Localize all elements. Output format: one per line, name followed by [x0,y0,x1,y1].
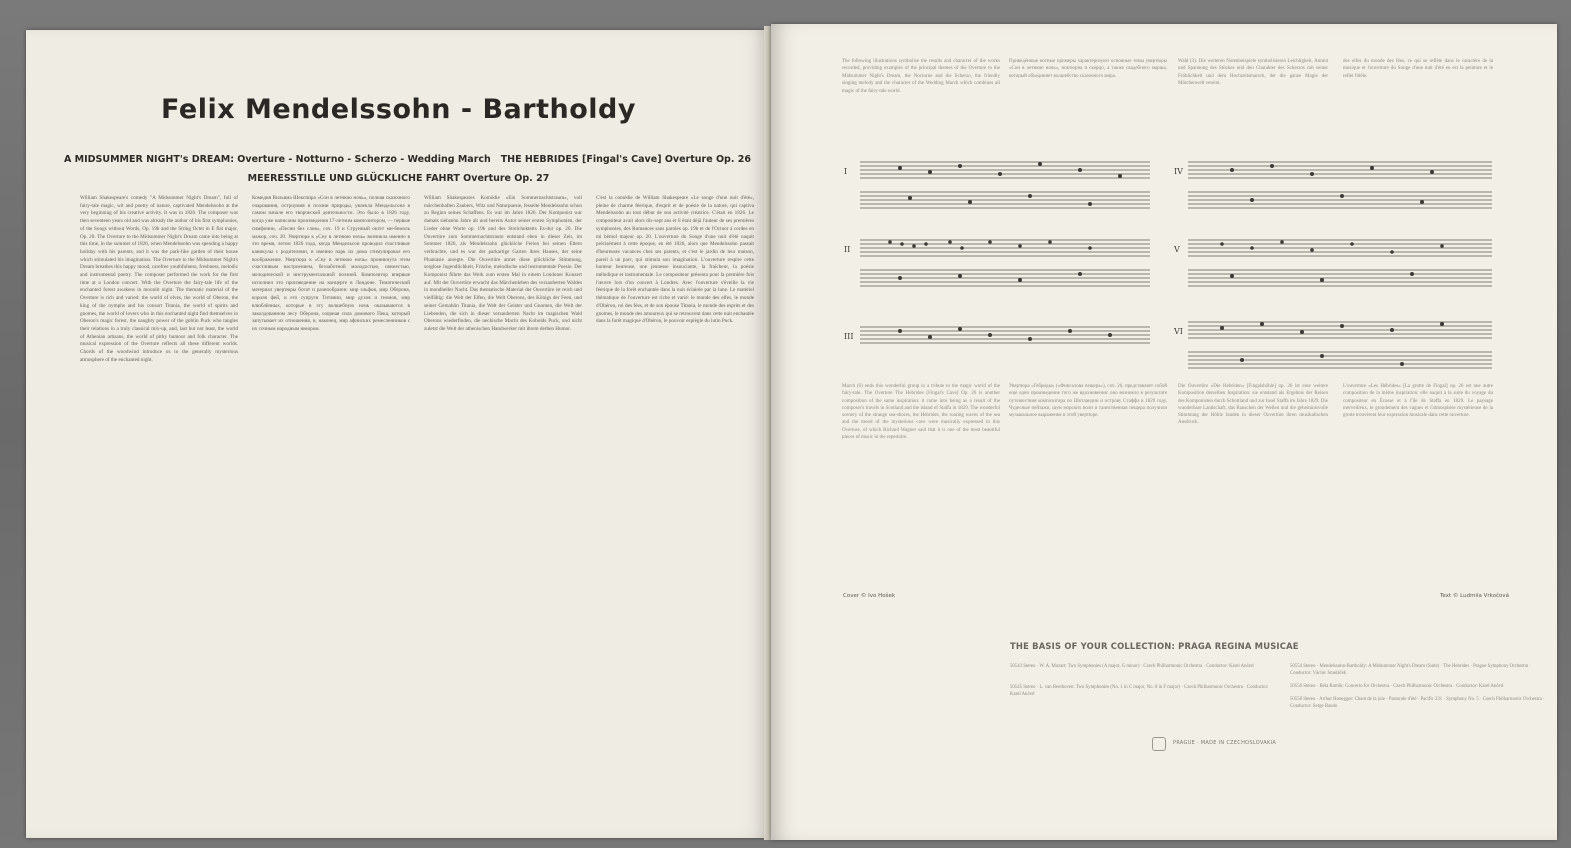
staff-example-5 [1173,240,1492,286]
staff-label-1: I [844,167,848,176]
staff-example-4 [1174,162,1492,208]
catalog-list-right [1290,663,1550,724]
work-hebrides: THE HEBRIDES [Fingal's Cave] Overture Op. 26 [500,154,751,165]
column-english: William Shakespeare's comedy "A Midsummer Night's Dream", full of fairy-tale magic, wit and poetry of nature, captivated Mendelssohn at the very beginning of his creative activity. It was in 1826. The composer was then seventeen years old and was already the author of his first symphonies, of the Songs without Words, Op. 19b and the String Octet in E flat major, Op. 20. The Overture to the Midsummer Night's Dream came into being at this time, in the summer of 1826, when Mendelssohn was spending a happy holiday with his parents, and it was the park-like garden of their house which stimulated his imagination. The Overture to the Midsummer Night's Dream breathes this happy mood, carefree youthfulness, freshness, melodic and instrumental poetry. The composer performed the work for the first time at a London concert. With the Overture the fairy-tale life of the enchanted forest awakens in moonlit night. The thematic material of the Overture is rich and varied: the world of elves, the world of Oberon, the king of the nymphs and his consort Titania, the world of spirits and gnomes, the world of lovers who in this enchanted night find themselves in Oberon's magic forest, the naughty power of the goblin Puck who tangles their relations in a truly classical mix-up, and, last but not least, the world of Athenian artisans, the world of pithy humour and folk character. The musical expression of the Overture reflects all these different worlds. Chords of the woodwind introduce us to the generally mysterious atmosphere of the enchanted night. [80,195,238,363]
supraphon-logo-icon [1152,737,1166,751]
music-examples-left [840,152,1160,392]
page-title: Felix Mendelssohn - Bartholdy [161,94,636,125]
column-russian: Комедия Вильяма Шекспира «Сон в летнюю ночь», полная сказочного очарования, остроумия и поэзии природы, увлекла Мендельсона в самом начале его творческой деятельности. Это было в 1826 году, когда уже написаны произведения 17-летним композитором, — первые симфонии, «Песни без слов», соч. 19 и Струнный октет ми-бемоль мажор, соч. 20. Увертюра к «Сну в летнюю ночь» возникла именно в это время, летом 1826 года, когда Мендельсон проводил счастливые каникулы с родителями, и именно парк их дома стимулировал его воображение. Увертюра к «Сну в летнюю ночь» проникнута этим счастливым настроением, беззаботной молодостью, свежестью, мелодической и инструментальной поэзией. Композитор впервые исполнил это произведение на концерте в Лондоне. Тематический материал увертюры богат и разнообразен: мир эльфов, мир Оберона, короля фей, и его супруги Титании, мир духов и гномов, мир влюблённых, которые в эту волшебную ночь оказываются в заколдованном лесу Оберона, озорная сила домового Пека, который запутывает их отношения, и, наконец, мир афинских ремесленников с их сочным народным юмором. [252,195,410,332]
column-french: C'est la comédie de William Shakespeare «Le songe d'une nuit d'été», pleine de charme féerique, d'esprit et de poésie de la nature, qui captiva Mendelssohn au tout début de son activité créatrice. C'était en 1826. Le compositeur avait alors dix-sept ans et il était déjà l'auteur de ses premières symphonies, des Romances sans paroles op. 19b et de l'Octuor à cordes en mi bémol majeur op. 20. L'ouverture du Songe d'une nuit d'été naquit précisément à cette époque, en été 1826, alors que Mendelssohn passait d'heureuses vacances chez ses parents, et c'est le jardin de leur maison, pareil à un parc, qui stimula son imagination. L'ouverture respire cette humeur heureuse, une jeunesse insouciante, la fraîcheur, la poésie mélodique et instrumentale. Le compositeur présenta pour la première fois l'œuvre lors d'un concert à Londres. Avec l'ouverture s'éveille la vie féerique de la forêt enchantée dans la nuit éclairée par la lune. Le matériel thématique de l'ouverture est riche et varié: le monde des elfes, le monde d'Obéron, roi des fées, et de son épouse Titania, le monde des esprits et des gnomes, le monde des amoureux qui se retrouvent dans cette nuit enchantée dans la forêt magique d'Obéron, le pouvoir espiègle du lutin Puck. [596,195,754,325]
catalog-item: 50556 Stereo · Béla Bartók: Concerto for Orchestra · Czech Philharmonic Orchestra · Conductor: Karel Ančerl [1290,684,1504,689]
catalog-item: 50545 Stereo · L. van Beethoven: Two Symphonies (No. 1 in C major, No. 8 in F major) · Czech Philharmonic Orchestra · Conductor: Karel Ančerl [1010,685,1269,697]
basis-heading: THE BASIS OF YOUR COLLECTION: PRAGA REGINA MUSICAE [1010,641,1299,651]
staff-label-3: III [844,332,854,341]
staff-label-2: II [844,245,851,254]
cover-credit: Cover © Ivo Hošek [843,593,896,599]
body-russian: Увертюра «Гебриды» («Фингалова пещера»), соч. 26, представляет собой ещё одно произведение того же вдохновения: оно возникло в результате путешествия композитора по Шотландии и острову Стаффа в 1829 году. Чудесные пейзажи, шум морских волн и таинственная пещера получили музыкальное выражение в этой увертюре. [1009,384,1167,419]
intro-english: The following illustrations symbolise the results and character of the works recorded, providing examples of the principal themes of the Overture to the Midsummer Night's Dream, the Nocturne and the Scherzo, the friendly singing melody and the character of the Wedding March which combines all magic of the fairy-tale world. [842,59,1000,94]
staff-example-1 [844,162,1150,208]
text-credit: Text © Ludmila Vrkočová [1440,593,1509,599]
staff-example-6 [1173,322,1492,368]
staff-label-5: V [1174,245,1180,254]
catalog-item: 50543 Stereo · W. A. Mozart: Two Symphonies (A major, G minor) · Czech Philharmonic Orchestra · Conductor: Karel Ančerl [1010,664,1254,669]
staff-label-4: IV [1174,167,1183,176]
staff-label-6: VI [1174,327,1183,336]
music-examples-right [1172,152,1502,392]
staff-example-3 [844,327,1150,343]
body-english: March (6) ends this wonderful group in a tribute to the magic world of the fairy-tale. The Overture The Hebrides [Fingal's Cave] Op. 26 is another composition of the same inspiration: it came into being as a result of the composer's travels in Scotland and the island of Staffa in 1829. The wonderful scenery of the strange sea-shores, the Hebrides, the roaring waves of the sea and the mood of the mysterious cave were musically expressed in this Overture, of which Richard Wagner said that it is one of the most beautiful pieces of music in the repertoire. [842,384,1000,441]
catalog-item: 50558 Stereo · Arthur Honegger: Chant de la joie · Pastorale d'été · Pacific 231 · Symphony No. 5 · Czech Philharmonic Orchestra · Conductor: Serge Baudo [1290,697,1545,709]
left-page-content [26,30,771,838]
column-german: William Shakespeares Komödie «Ein Sommernachtstraum», voll märchenhaften Zaubers, Witz und Naturpoesie, fesselte Mendelssohn schon zu Beginn seines Schaffens. Es war im Jahre 1826. Der Komponist war damals siebzehn Jahre alt und bereits Autor seiner ersten Symphonien, der Lieder ohne Worte op. 19b und des Streichoktetts Es-dur op. 20. Die Ouvertüre zum Sommernachtstraum entstand eben in dieser Zeit, im Sommer 1826, als Mendelssohn glückliche Ferien bei seinen Eltern verbrachte, und es war der parkartige Garten ihres Hauses, der seine Phantasie anregte. Die Ouvertüre atmet diese glückliche Stimmung, sorglose Jugendlichkeit, Frische, melodische und instrumentale Poesie. Der Komponist führte das Werk zum ersten Mal in einem Londoner Konzert auf. Mit der Ouvertüre erwacht das Märchenleben des verzauberten Waldes in mondheller Nacht. Das thematische Material der Ouvertüre ist reich und vielfältig: die Welt der Elfen, die Welt Oberons, des Königs der Feen, und seiner Gemahlin Titania, die Welt der Geister und Gnomen, die Welt der Liebenden, die sich in dieser verzauberten Nacht im magischen Wald Oberons wiederfinden, die neckische Macht des Kobolds Puck, und nicht zuletzt die Welt der athenischen Handwerker mit ihrem derben Humor. [424,195,582,332]
catalog-item: 50554 Stereo · Mendelssohn-Bartholdy: A Midsummer Night's Dream (Suite) · The Hebrides · Prague Symphony Orchestra · Conductor: Václav Smetáček [1290,664,1532,676]
work-meeresstille: MEERESSTILLE UND GLÜCKLICHE FAHRT Overture Op. 27 [247,173,550,184]
body-german: Die Ouvertüre «Die Hebriden» [Fingalshöhle] op. 26 ist eine weitere Komposition derselben Inspiration: sie entstand als Ergebnis der Reisen des Komponisten durch Schottland und zur Insel Staffa im Jahre 1829. Die wunderbare Landschaft, das Rauschen der Wellen und die geheimnisvolle Stimmung der Höhle fanden in dieser Ouvertüre ihren musikalischen Ausdruck. [1178,384,1328,426]
text-columns [80,195,754,827]
body-french: L'ouverture «Les Hébrides» [La grotte de Fingal] op. 26 est une autre composition de la même inspiration: elle naquit à la suite du voyage du compositeur en Écosse et à l'île de Staffa en 1829. Le paysage merveilleux, le grondement des vagues et l'atmosphère mystérieuse de la grotte trouvèrent leur expression musicale dans cette ouverture. [1343,384,1493,419]
catalog-list-left [1010,663,1270,712]
footer-imprint: PRAGUE · MADE IN CZECHOSLOVAKIA [1173,740,1277,746]
work-midsummer: A MIDSUMMER NIGHT's DREAM: Overture - Notturno - Scherzo - Wedding March [64,154,491,165]
intro-russian: Приведённые нотные примеры характеризуют основные темы увертюры «Сон в летнюю ночь», ноктюрна и скерцо, а также свадебного марша, который объединяет волшебство сказочного мира. [1009,59,1167,79]
staff-example-2 [844,240,1150,286]
intro-german: Wald (3). Die weiteren Notenbeispiele symbolisieren Leichtigkeit, Anmut und Spannung des Stückes und den Charakter des Scherzos mit seiner Fröhlichkeit und dem Hochzeitsmarsch, der die ganze Magie der Märchenwelt vereint. [1178,59,1328,87]
intro-french: des elfes du monde des fées, ce qui se reflète dans le caractère de la musique et l'ouverture du Songe d'une nuit d'été en est la peinture et le reflet fidèle. [1343,59,1493,79]
